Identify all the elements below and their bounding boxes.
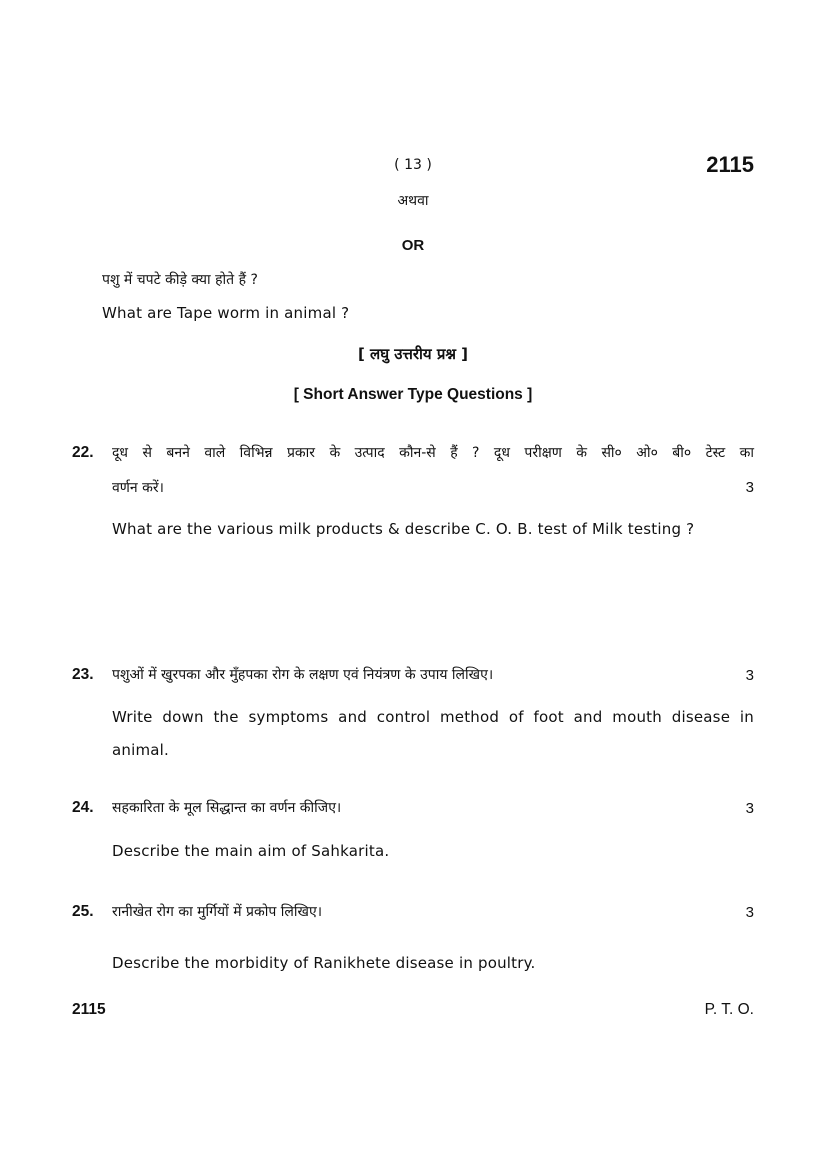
prev-question-english: What are Tape worm in animal ? [102,304,350,322]
question-number: 22. [72,444,94,461]
question-text-english-cont: animal. [112,741,170,759]
question-text-english: Describe the morbidity of Ranikhete disease in poultry. [112,954,536,972]
section-heading-hindi: [ लघु उत्तरीय प्रश्न ] [357,345,469,363]
alternative-english: OR [401,237,425,254]
question-marks: 3 [745,800,754,817]
page-number: ( 13 ) [394,157,432,173]
question-marks: 3 [745,667,754,684]
question-number: 23. [72,666,94,683]
question-text-hindi: पशुओं में खुरपका और मुँहपका रोग के लक्षण एवं नियंत्रण के उपाय लिखिए। [112,667,494,683]
question-text-hindi-cont: वर्णन करें। [112,480,164,496]
please-turn-over: P. T. O. [704,1001,754,1018]
question-text-hindi: दूध से बनने वाले विभिन्न प्रकार के उत्पाद कौन-से हैं ? दूध परीक्षण के सी० ओ० बी० टेस्ट का [112,445,754,461]
question-text-english: What are the various milk products & describe C. O. B. test of Milk testing ? [112,520,695,538]
question-text-english: Describe the main aim of Sahkarita. [112,842,390,860]
question-marks: 3 [745,904,754,921]
section-heading-english: [ Short Answer Type Questions ] [293,386,533,403]
question-text-english: Write down the symptoms and control method of foot and mouth disease in [112,708,754,726]
question-number: 24. [72,799,94,816]
paper-code-header: 2115 [706,152,754,177]
question-number: 25. [72,903,94,920]
question-marks: 3 [745,479,754,496]
question-text-hindi: सहकारिता के मूल सिद्धान्त का वर्णन कीजिए। [112,800,342,816]
alternative-hindi: अथवा [397,193,429,209]
prev-question-hindi: पशु में चपटे कीड़े क्या होते हैं ? [102,272,258,288]
paper-code-footer: 2115 [72,1001,106,1018]
question-text-hindi: रानीखेत रोग का मुर्गियों में प्रकोप लिखिए। [112,904,323,920]
